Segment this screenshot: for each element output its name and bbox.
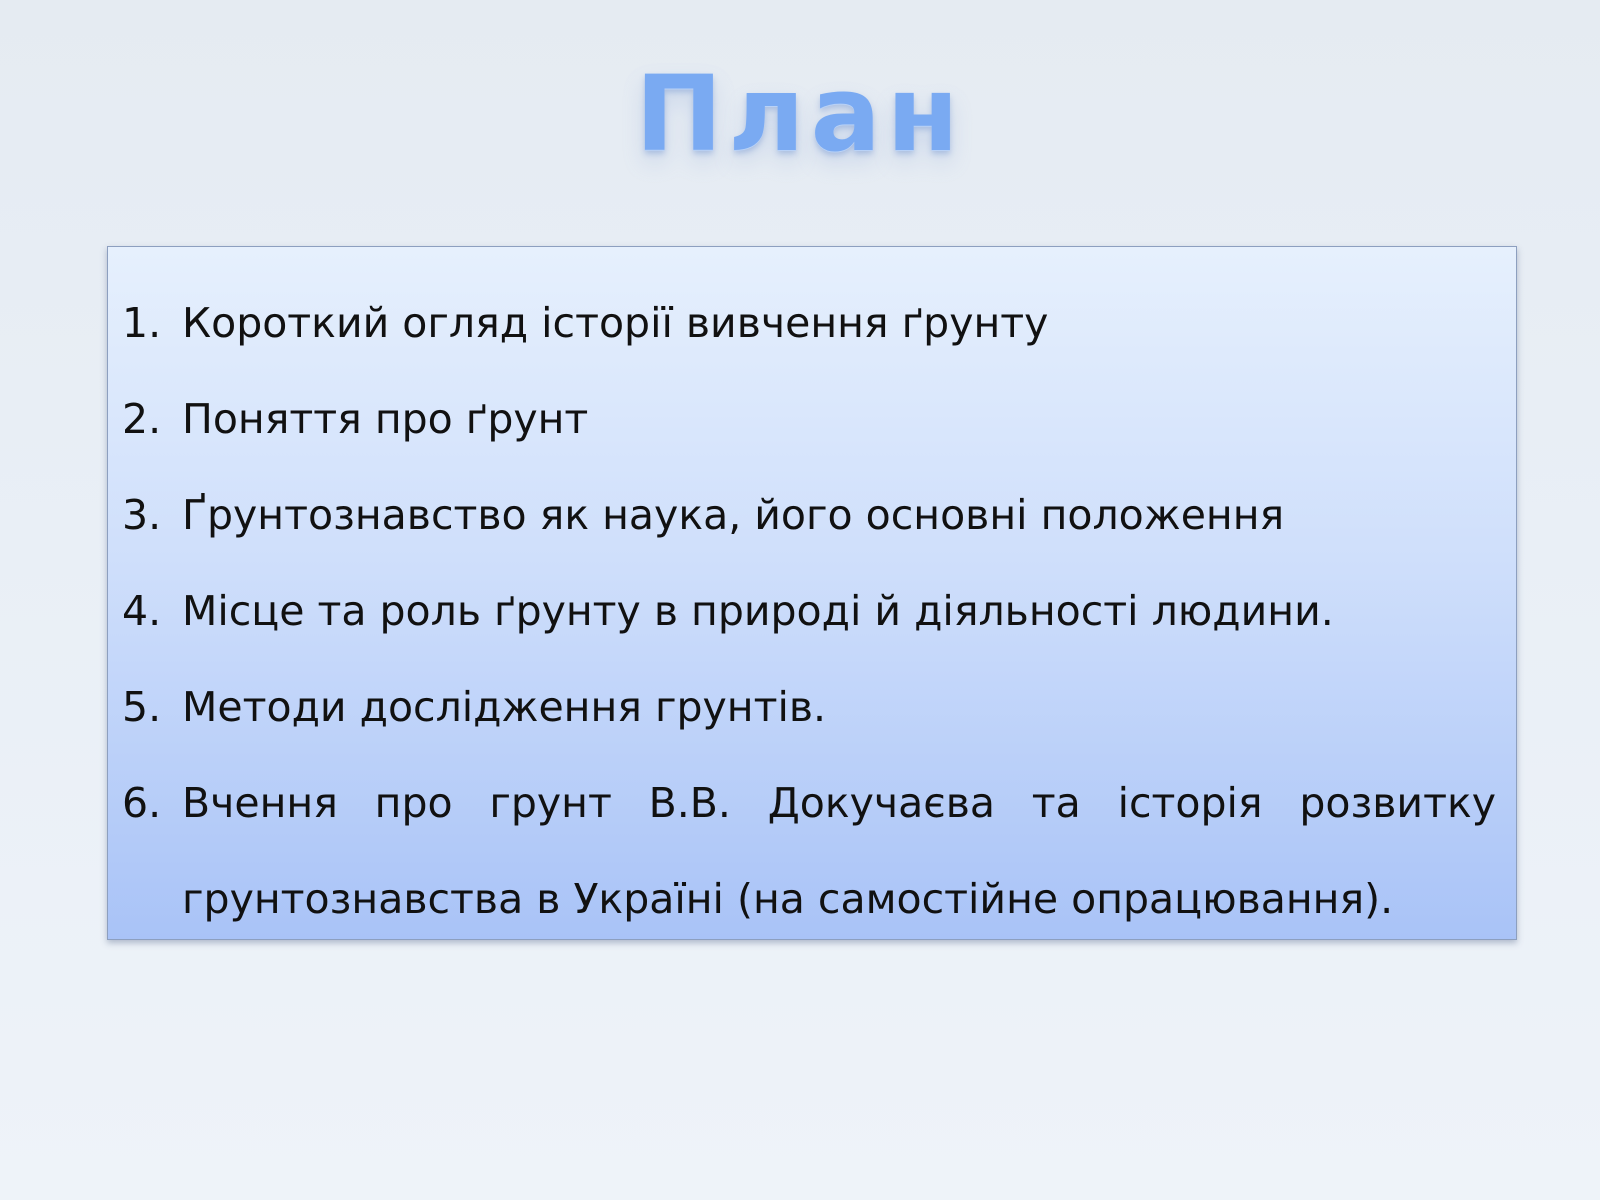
plan-list: [122, 275, 1496, 947]
list-item-number: 1.: [122, 299, 162, 347]
list-item: [122, 371, 1496, 467]
list-item-text: Місце та роль ґрунту в природі й діяльності людини.: [182, 587, 1334, 635]
plan-content-box: [107, 246, 1517, 940]
list-item-text: Методи дослідження грунтів.: [182, 683, 827, 731]
list-item-number: 5.: [122, 683, 162, 731]
list-item-number: 4.: [122, 587, 162, 635]
slide-title: План: [635, 53, 965, 175]
list-item-text: Поняття про ґрунт: [182, 395, 589, 443]
list-item: [122, 755, 1496, 947]
list-item-number: 3.: [122, 491, 162, 539]
list-item: [122, 563, 1496, 659]
list-item: [122, 275, 1496, 371]
list-item-text: Короткий огляд історії вивчення ґрунту: [182, 299, 1049, 347]
list-item: [122, 659, 1496, 755]
list-item-number: 6.: [122, 779, 162, 827]
list-item-text: Вчення про грунт В.В. Докучаєва та історія розвитку грунтознавства в Україні (на самостійне опрацювання).: [182, 779, 1496, 923]
list-item-number: 2.: [122, 395, 162, 443]
list-item: [122, 467, 1496, 563]
list-item-text: Ґрунтознавство як наука, його основні положення: [182, 491, 1285, 539]
